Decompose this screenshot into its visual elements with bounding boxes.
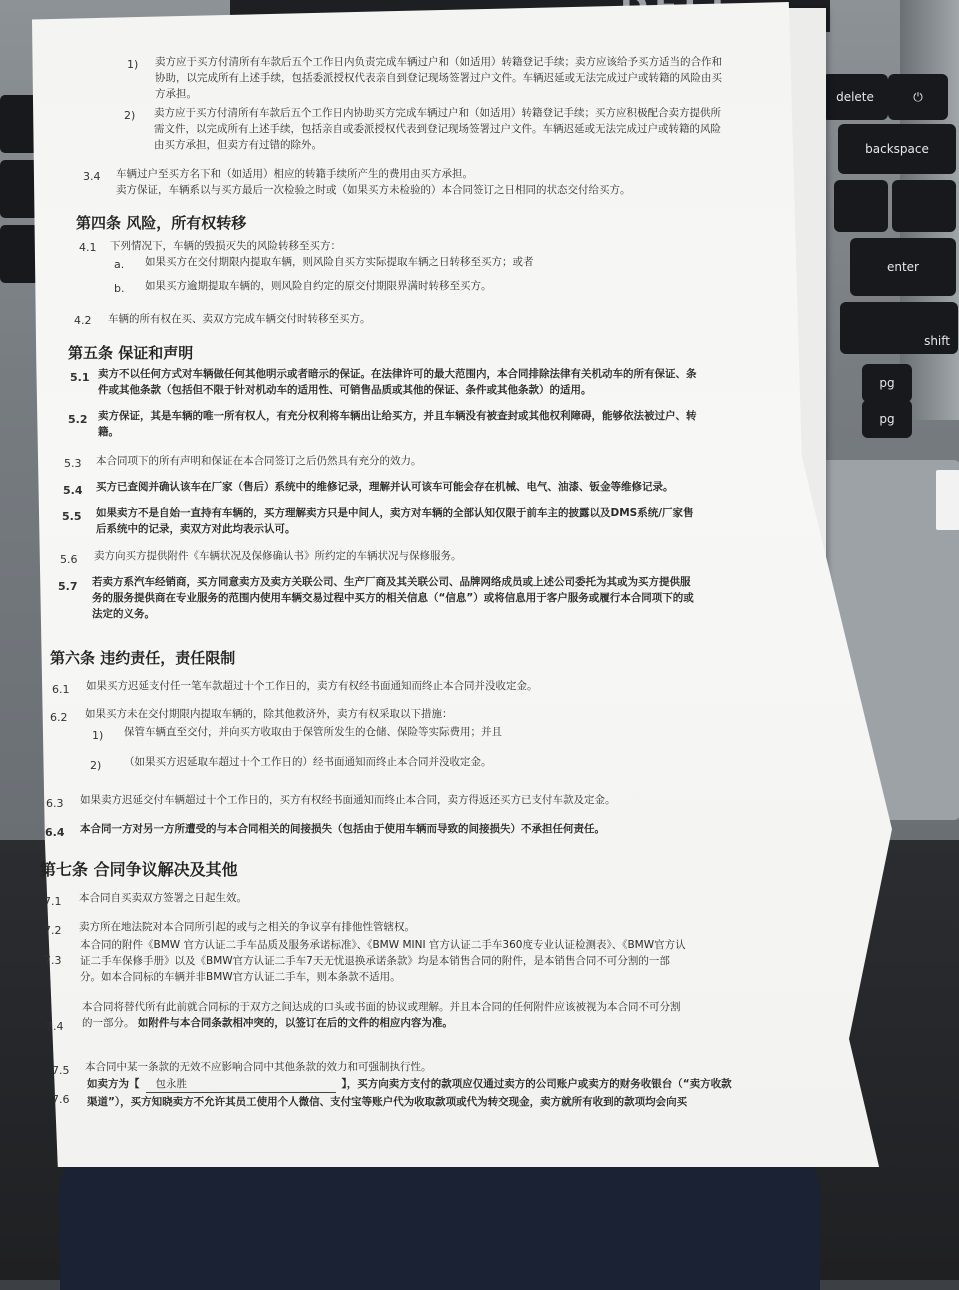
paragraph-line: 卖方应于买方付清所有车款后五个工作日内负责完成车辆过户和（如适用）转籍登记手续；卖方应该给予买方适当的合作和	[155, 56, 722, 68]
paragraph-line: 本合同中某一条款的无效不应影响合同中其他条款的效力和可强制执行性。	[85, 1061, 432, 1073]
paragraph-line: 籍。	[98, 426, 119, 438]
paragraph-line: 如果卖方迟延交付车辆超过十个工作日的，买方有权经书面通知而终止本合同，卖方得返还买方已支付车款及定金。	[80, 794, 616, 806]
paragraph-line: 本合同的附件《BMW 官方认证二手车品质及服务承诺标准》、《BMW MINI 官方认证二手车360度专业认证检测表》、《BMW官方认	[80, 939, 686, 951]
text-run: 的一部分。	[82, 1017, 135, 1029]
paragraph-line	[87, 1078, 732, 1093]
paragraph-line: 由买方承担，但卖方有过错的除外。	[154, 139, 322, 151]
enter-key: enter	[850, 238, 956, 296]
seller-name-field: 包永胜	[146, 1078, 336, 1093]
dark-fabric	[60, 1150, 820, 1290]
clause-number: 5.3	[64, 457, 82, 470]
item-number: 1)	[127, 58, 139, 71]
text-run-bold: 如附件与本合同条款相冲突的，以签订在后的文件的相应内容为准。	[137, 1017, 453, 1029]
paragraph-line: 卖方保证，车辆系以与买方最后一次检验之时或（如果买方未检验的）本合同签订之日相同的状态交付给买方。	[116, 184, 631, 196]
clause-number: 7.6	[52, 1093, 70, 1106]
section-title: 第七条 合同争议解决及其他	[40, 860, 238, 879]
paragraph-line: （如果买方迟延取车超过十个工作日的）经书面通知而终止本合同并没收定金。	[124, 756, 492, 768]
paragraph-line: 车辆的所有权在买、卖双方完成车辆交付时转移至买方。	[108, 313, 371, 325]
backspace-key: backspace	[838, 124, 956, 174]
paragraph-line: 需文件，以完成所有上述手续，包括亲自或委派授权代表到登记现场签署过户文件。车辆迟延或无法完成过户或转籍的风险	[154, 123, 721, 135]
item-number: a.	[114, 258, 125, 271]
clause-number: 5.7	[58, 580, 78, 593]
section-title: 第六条 违约责任，责任限制	[50, 649, 236, 667]
paragraph-line: 方承担。	[155, 88, 197, 100]
paragraph-line: 卖方应于买方付清所有车款后五个工作日内协助买方完成车辆过户和（如适用）转籍登记手续；买方应积极配合卖方提供所	[154, 107, 721, 119]
text-run: 如卖方为【	[87, 1078, 140, 1090]
item-number: 2)	[90, 759, 102, 772]
paragraph-line: 卖方不以任何方式对车辆做任何其他明示或者暗示的保证。在法律许可的最大范围内，本合同排除法律有关机动车的所有保证、条	[98, 368, 697, 380]
clause-number: 7.2	[44, 924, 62, 937]
paragraph-line: 渠道”），买方知晓卖方不允许其员工使用个人微信、支付宝等账户代为收取款项或代为转交现金，卖方就所有收到的款项均会向买	[87, 1096, 688, 1108]
paragraph-line: 如果买方未在交付期限内提取车辆的，除其他救济外，卖方有权采取以下措施：	[85, 708, 453, 720]
clause-number: 5.1	[70, 371, 90, 384]
item-number: 2)	[124, 109, 136, 122]
clause-number: 3.4	[83, 170, 101, 183]
paragraph-line: 如果买方在交付期限内提取车辆，则风险自买方实际提取车辆之日转移至买方；或者	[145, 256, 534, 268]
paragraph-line: 本合同自买卖双方签署之日起生效。	[79, 892, 247, 904]
power-key: ⏻	[888, 74, 948, 120]
delete-key: delete	[822, 74, 888, 120]
paragraph-line: 本合同项下的所有声明和保证在本合同签订之后仍然具有充分的效力。	[96, 455, 422, 467]
paragraph-line: 卖方保证，其是车辆的唯一所有权人，有充分权利将车辆出让给买方，并且车辆没有被查封或其他权利障碍，能够依法被过户、转	[98, 410, 697, 422]
clause-number: 6.4	[45, 826, 65, 839]
paragraph-line: 本合同一方对另一方所遭受的与本合同相关的间接损失（包括由于使用车辆而导致的间接损失）不承担任何责任。	[80, 823, 605, 835]
clause-number: 6.2	[50, 711, 68, 724]
clause-number: 4.2	[74, 314, 92, 327]
paragraph-line: 如果卖方不是自始一直持有车辆的，买方理解卖方只是中间人，卖方对车辆的全部认知仅限于前车主的披露以及DMS系统/厂家售	[96, 507, 694, 519]
paragraph-line: 车辆过户至买方名下和（如适用）相应的转籍手续所产生的费用由买方承担。	[116, 168, 473, 180]
paragraph-line: 件或其他条款（包括但不限于针对机动车的适用性、可销售品质或其他的保证、条件或其他条款）的适用。	[98, 384, 592, 396]
clause-number: 7.1	[44, 895, 62, 908]
clause-number: 7.4	[46, 1020, 64, 1033]
paragraph-line: 后系统中的记录，卖双方对此均表示认可。	[96, 523, 296, 535]
clause-number: 7.3	[44, 954, 62, 967]
paragraph-line: 本合同将替代所有此前就合同标的于双方之间达成的口头或书面的协议或理解。并且本合同的任何附件应该被视为本合同不可分割	[82, 1001, 681, 1013]
pgup-key: pg	[862, 364, 912, 402]
clause-number: 5.5	[62, 510, 82, 523]
paragraph-line: 证二手车保修手册》以及《BMW官方认证二手车7天无忧退换承诺条款》均是本销售合同的附件，是本销售合同不可分割的一部	[80, 955, 670, 967]
clause-number: 4.1	[79, 241, 97, 254]
item-number: b.	[114, 282, 125, 295]
clause-number: 6.3	[46, 797, 64, 810]
paragraph-line: 分。如本合同标的车辆并非BMW官方认证二手车，则本条款不适用。	[80, 971, 401, 983]
clause-number: 5.4	[63, 484, 83, 497]
contract-document	[32, 2, 892, 1167]
paragraph-line: 买方已查阅并确认该车在厂家（售后）系统中的维修记录，理解并认可该车可能会存在机械、电气、油漆、钣金等维修记录。	[96, 481, 674, 493]
clause-number: 7.5	[52, 1064, 70, 1077]
backslash-key	[892, 180, 956, 232]
paragraph-line: 协助，以完成所有上述手续，包括委派授权代表亲自到登记现场签署过户文件。车辆迟延或无法完成过户或转籍的风险由买	[155, 72, 722, 84]
clause-number: 5.6	[60, 553, 78, 566]
clause-number: 5.2	[68, 413, 88, 426]
paragraph-line: 如果买方迟延支付任一笔车款超过十个工作日的，卖方有权经书面通知而终止本合同并没收定金。	[86, 680, 538, 692]
paragraph-line: 卖方所在地法院对本合同所引起的或与之相关的争议享有排他性管辖权。	[79, 921, 415, 933]
paragraph-line: 务的服务提供商在专业服务的范围内使用车辆交易过程中买方的相关信息（“信息”）或将信息用于客户服务或履行本合同项下的或	[92, 592, 694, 604]
paragraph-line: 保管车辆直至交付，并向买方收取由于保管所发生的仓储、保险等实际费用；并且	[124, 726, 502, 738]
item-number: 1)	[92, 729, 104, 742]
spec-sticker	[936, 470, 959, 530]
paragraph-line: 卖方向买方提供附件《车辆状况及保修确认书》所约定的车辆状况与保修服务。	[94, 550, 462, 562]
paragraph-line: 法定的义务。	[92, 608, 155, 620]
pgdn-key: pg	[862, 400, 912, 438]
paragraph-line: 若卖方系汽车经销商，买方同意卖方及卖方关联公司、生产厂商及其关联公司、品牌网络成员或上述公司委托为其或为买方提供服	[92, 576, 691, 588]
section-title: 第四条 风险，所有权转移	[76, 214, 247, 232]
section-title: 第五条 保证和声明	[68, 344, 194, 362]
text-run: 】，买方向卖方支付的款项应仅通过卖方的公司账户或卖方的财务收银台（“卖方收款	[341, 1078, 732, 1090]
shift-key: shift	[840, 302, 958, 354]
paragraph-line: 下列情况下，车辆的毁损灭失的风险转移至买方：	[110, 240, 341, 252]
paragraph-line	[82, 1017, 453, 1031]
paragraph-line: 如果买方逾期提取车辆的，则风险自约定的原交付期限界满时转移至买方。	[145, 280, 492, 292]
clause-number: 6.1	[52, 683, 70, 696]
